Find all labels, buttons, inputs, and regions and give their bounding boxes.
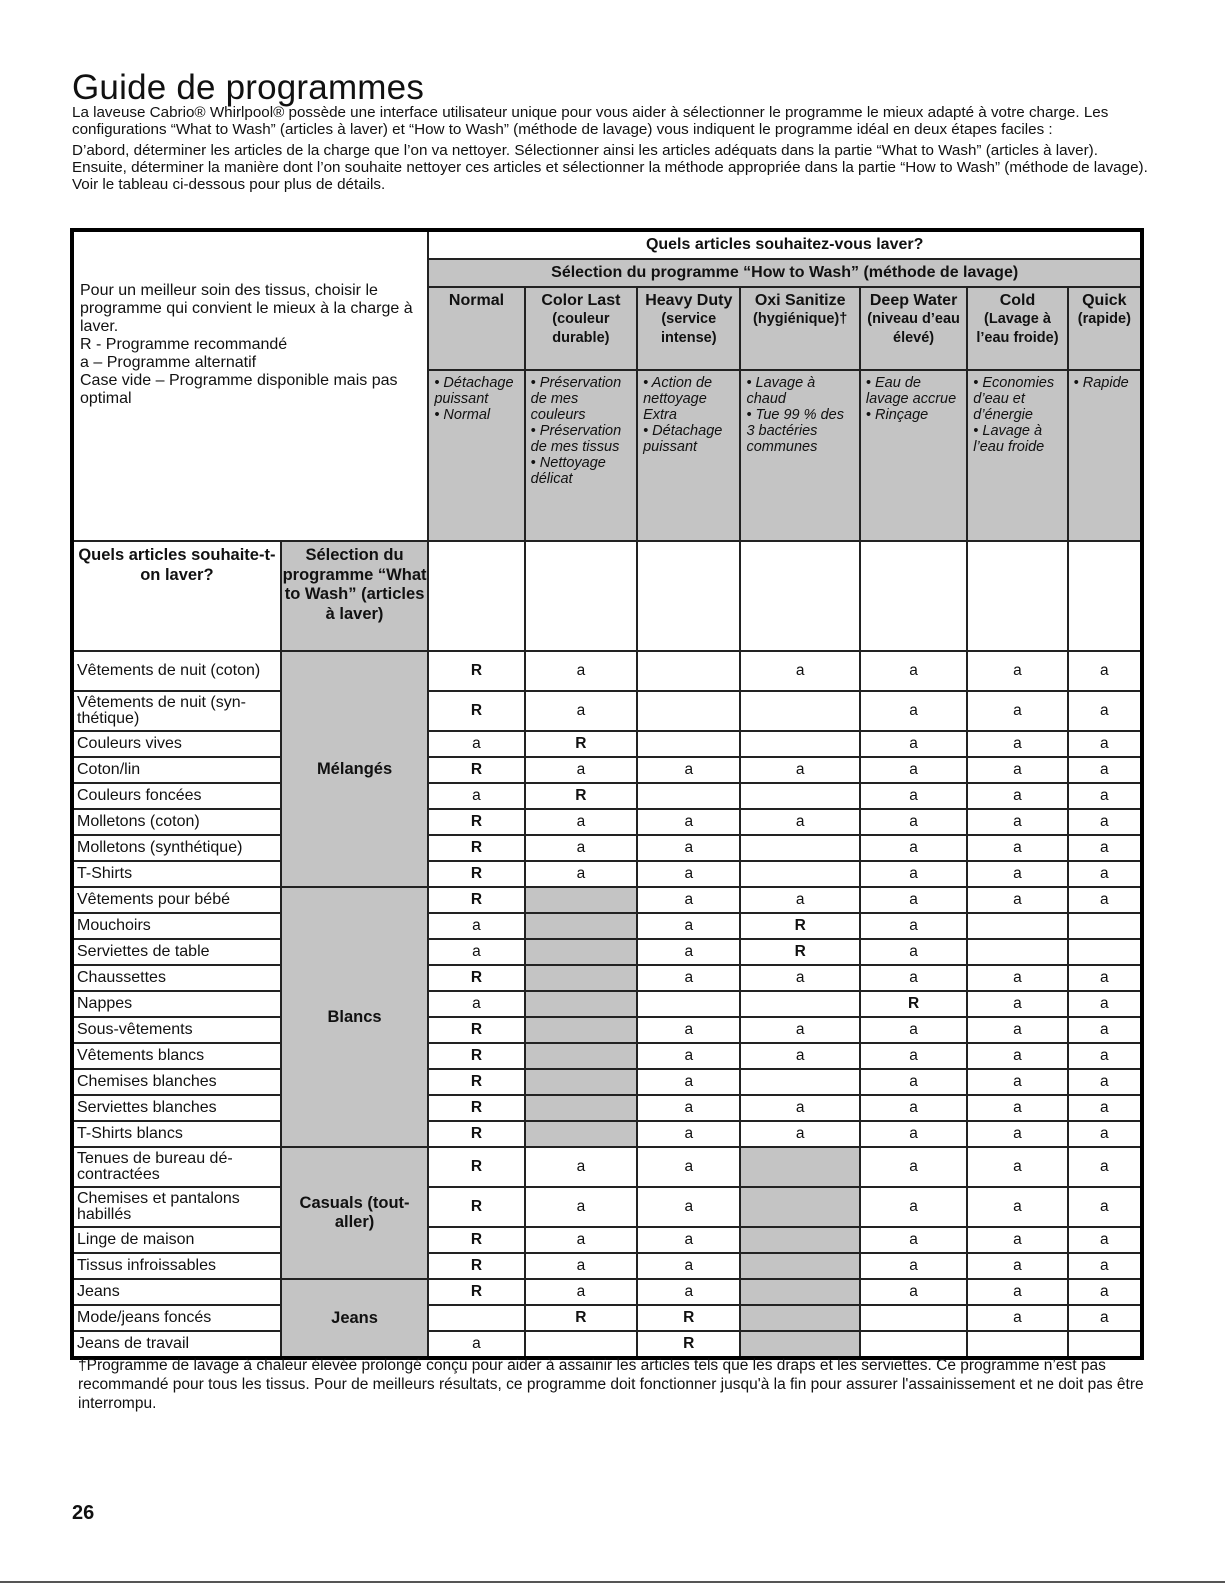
- program-value: a: [525, 1227, 637, 1253]
- program-value: a: [525, 861, 637, 887]
- program-value: R: [637, 1305, 740, 1331]
- program-value: [740, 1147, 859, 1187]
- item-name: T-Shirts blancs: [72, 1121, 281, 1147]
- program-value: a: [1068, 1305, 1142, 1331]
- item-name: Jeans de travail: [72, 1331, 281, 1358]
- table-row: [72, 1187, 1142, 1227]
- program-value: a: [637, 913, 740, 939]
- program-value: R: [860, 991, 967, 1017]
- program-value: a: [967, 1187, 1067, 1227]
- program-value: a: [967, 651, 1067, 691]
- program-description: (niveau d’eau élevé): [867, 311, 960, 346]
- program-value: a: [967, 991, 1067, 1017]
- program-value: a: [740, 965, 859, 991]
- how-to-wash-header: Sélection du programme “How to Wash” (méthode de lavage): [428, 259, 1142, 287]
- program-value: a: [525, 1147, 637, 1187]
- program-value: [637, 691, 740, 731]
- program-value: a: [637, 1279, 740, 1305]
- program-value: R: [428, 1147, 524, 1187]
- program-value: a: [740, 1017, 859, 1043]
- program-value: a: [860, 1121, 967, 1147]
- program-value: R: [428, 691, 524, 731]
- feature-line: • Lavage à l’eau froide: [973, 423, 1045, 455]
- program-value: a: [1068, 1227, 1142, 1253]
- item-name: Vêtements blancs: [72, 1043, 281, 1069]
- program-name: Deep Water: [869, 292, 958, 309]
- program-guide-table: [70, 228, 1144, 1360]
- program-value: R: [428, 887, 524, 913]
- table-row: [72, 1147, 1142, 1187]
- program-value: [740, 1187, 859, 1227]
- program-features: [967, 370, 1067, 541]
- item-name: Vêtements pour bébé: [72, 887, 281, 913]
- table-row: [72, 1279, 1142, 1305]
- program-value: a: [1068, 1069, 1142, 1095]
- program-value: [740, 1253, 859, 1279]
- footnote-text: †Programme de lavage à chaleur élevée prolongé conçu pour aider à assainir les articles tels que les draps et les serviettes. Ce programme n’est pas recommandé pour tous les tissus. Pour de meilleurs résultats, ce programme doit fonctionner jusqu'à la fin pour assurer l'assainissement et ne doit pas être interrompu.: [78, 1357, 1144, 1412]
- program-value: a: [740, 1095, 859, 1121]
- program-value: a: [860, 913, 967, 939]
- program-value: a: [860, 887, 967, 913]
- program-value: a: [860, 1069, 967, 1095]
- item-name: Couleurs foncées: [72, 783, 281, 809]
- items-column-header: Quels articles souhaite-t-on laver?: [72, 541, 281, 651]
- intro-paragraph: D’abord, déterminer les articles de la charge que l’on va nettoyer. Sélectionner ainsi les articles adéquats dans la partie “What to Wash” (articles à laver). Ensuite, déterminer la manière dont l’on souhaite nettoyer ces articles et sélectionner la méthode appropriée dans la partie “How to Wash” (méthode de lavage). Voir le tableau ci-dessous pour plus de détails.: [72, 142, 1148, 193]
- legend-alternative: a – Programme alternatif: [80, 354, 257, 371]
- program-value: [740, 691, 859, 731]
- table-row: [72, 1121, 1142, 1147]
- program-value: [967, 913, 1067, 939]
- table-row: [72, 965, 1142, 991]
- program-value: a: [1068, 835, 1142, 861]
- program-value: R: [428, 1069, 524, 1095]
- program-header: [860, 287, 967, 370]
- program-value: [525, 965, 637, 991]
- program-features: [637, 370, 740, 541]
- program-value: a: [967, 1095, 1067, 1121]
- group-name: Mélangés: [281, 651, 429, 887]
- program-value: a: [637, 1253, 740, 1279]
- program-value: a: [860, 1017, 967, 1043]
- program-value: a: [428, 939, 524, 965]
- program-value: R: [428, 1017, 524, 1043]
- program-value: a: [740, 651, 859, 691]
- program-value: a: [967, 1305, 1067, 1331]
- program-value: [860, 1331, 967, 1358]
- legend: [72, 230, 428, 541]
- program-value: a: [967, 1147, 1067, 1187]
- program-value: a: [860, 651, 967, 691]
- program-value: [525, 1069, 637, 1095]
- program-value: a: [1068, 965, 1142, 991]
- feature-line: • Rinçage: [865, 407, 929, 423]
- program-value: a: [1068, 1147, 1142, 1187]
- item-name: Tissus infroissables: [72, 1253, 281, 1279]
- table-row: [72, 913, 1142, 939]
- program-value: a: [1068, 1279, 1142, 1305]
- program-value: a: [1068, 1121, 1142, 1147]
- program-value: a: [525, 691, 637, 731]
- program-value: [525, 1331, 637, 1358]
- program-value: a: [860, 1043, 967, 1069]
- intro-text: [72, 104, 1152, 197]
- program-value: [525, 1017, 637, 1043]
- program-value: a: [1068, 887, 1142, 913]
- bottom-rule: [0, 1581, 1225, 1583]
- table-row: [72, 1069, 1142, 1095]
- item-name: Vêtements de nuit (syn-thétique): [72, 691, 281, 731]
- page-number: 26: [72, 1502, 95, 1524]
- program-value: [525, 913, 637, 939]
- program-value: [740, 1279, 859, 1305]
- program-value: a: [428, 731, 524, 757]
- feature-line: • Normal: [434, 407, 491, 423]
- program-value: a: [637, 1227, 740, 1253]
- program-value: R: [525, 731, 637, 757]
- footnote: [78, 1356, 1152, 1413]
- table-row: [72, 731, 1142, 757]
- program-value: R: [525, 783, 637, 809]
- program-value: [1068, 913, 1142, 939]
- program-value: R: [428, 835, 524, 861]
- program-value: a: [967, 1017, 1067, 1043]
- program-value: a: [740, 757, 859, 783]
- item-name: Molletons (synthétique): [72, 835, 281, 861]
- legend-recommended: R - Programme recommandé: [80, 336, 288, 353]
- program-value: a: [967, 809, 1067, 835]
- group-name: Jeans: [281, 1279, 429, 1358]
- table-row: [72, 835, 1142, 861]
- program-value: [740, 991, 859, 1017]
- program-value: a: [967, 731, 1067, 757]
- item-name: Chaussettes: [72, 965, 281, 991]
- feature-line: • Economies d’eau et d’énergie: [973, 375, 1055, 423]
- group-name: Blancs: [281, 887, 429, 1147]
- program-value: a: [1068, 691, 1142, 731]
- page-title: Guide de programmes: [72, 68, 425, 107]
- program-value: a: [637, 809, 740, 835]
- program-value: a: [860, 783, 967, 809]
- table-row: [72, 691, 1142, 731]
- item-name: Coton/lin: [72, 757, 281, 783]
- program-value: a: [637, 1095, 740, 1121]
- program-value: a: [740, 887, 859, 913]
- program-value: a: [1068, 1017, 1142, 1043]
- feature-line: • Lavage à chaud: [746, 375, 816, 407]
- program-value: a: [860, 1227, 967, 1253]
- table-row: [72, 757, 1142, 783]
- table-row: [72, 1305, 1142, 1331]
- program-value: a: [525, 757, 637, 783]
- program-value: a: [740, 1043, 859, 1069]
- table-row: [72, 651, 1142, 691]
- program-value: a: [860, 1279, 967, 1305]
- feature-line: • Eau de lavage accrue: [865, 375, 957, 407]
- table-row: [72, 1253, 1142, 1279]
- program-value: a: [1068, 1253, 1142, 1279]
- program-value: a: [525, 1253, 637, 1279]
- program-description: (Lavage à l’eau froide): [976, 311, 1059, 346]
- program-value: [740, 1227, 859, 1253]
- program-name: Quick: [1082, 292, 1127, 309]
- program-value: a: [967, 757, 1067, 783]
- program-value: R: [428, 757, 524, 783]
- program-value: [740, 731, 859, 757]
- feature-line: • Nettoyage délicat: [530, 455, 606, 487]
- program-header: [740, 287, 859, 370]
- program-value: [740, 1305, 859, 1331]
- program-value: a: [967, 1069, 1067, 1095]
- program-value: [637, 991, 740, 1017]
- program-value: a: [1068, 783, 1142, 809]
- program-description: (couleur durable): [552, 311, 610, 346]
- table-row: [72, 1095, 1142, 1121]
- item-name: Serviettes blanches: [72, 1095, 281, 1121]
- program-value: a: [860, 965, 967, 991]
- program-value: a: [967, 1279, 1067, 1305]
- program-header: [428, 287, 524, 370]
- program-value: a: [860, 1253, 967, 1279]
- table-row: [72, 1331, 1142, 1358]
- feature-line: • Rapide: [1073, 375, 1129, 391]
- program-value: a: [860, 835, 967, 861]
- program-description: (hygiénique)†: [753, 311, 848, 327]
- program-value: a: [637, 965, 740, 991]
- program-header: [967, 287, 1067, 370]
- program-name: Color Last: [541, 292, 621, 309]
- program-value: [967, 1331, 1067, 1358]
- program-value: R: [428, 965, 524, 991]
- program-features: [740, 370, 859, 541]
- table-row: [72, 809, 1142, 835]
- program-value: a: [1068, 731, 1142, 757]
- program-value: [525, 939, 637, 965]
- item-name: Sous-vêtements: [72, 1017, 281, 1043]
- program-value: [740, 1331, 859, 1358]
- program-value: [525, 887, 637, 913]
- legend-intro: Pour un meilleur soin des tissus, choisir le programme qui convient le mieux à la charge à laver.: [80, 282, 413, 335]
- program-value: [740, 783, 859, 809]
- program-value: a: [967, 887, 1067, 913]
- table-row: [72, 991, 1142, 1017]
- program-value: a: [637, 1069, 740, 1095]
- program-value: a: [428, 783, 524, 809]
- program-value: a: [1068, 809, 1142, 835]
- program-value: [525, 1121, 637, 1147]
- program-value: a: [967, 691, 1067, 731]
- program-value: a: [637, 939, 740, 965]
- program-value: R: [428, 1279, 524, 1305]
- program-value: [1068, 939, 1142, 965]
- program-value: a: [860, 1187, 967, 1227]
- program-value: a: [1068, 651, 1142, 691]
- program-value: [1068, 1331, 1142, 1358]
- program-value: a: [967, 861, 1067, 887]
- item-name: Serviettes de table: [72, 939, 281, 965]
- program-value: R: [428, 1187, 524, 1227]
- program-features: [428, 370, 524, 541]
- program-value: a: [860, 1095, 967, 1121]
- program-value: R: [428, 1253, 524, 1279]
- program-value: R: [428, 1227, 524, 1253]
- legend-empty: Case vide – Programme disponible mais pas optimal: [80, 372, 398, 407]
- feature-line: • Action de nettoyage Extra: [643, 375, 713, 423]
- table-row: [72, 939, 1142, 965]
- program-value: [740, 1069, 859, 1095]
- program-value: R: [740, 913, 859, 939]
- program-value: a: [1068, 1187, 1142, 1227]
- program-value: a: [860, 1147, 967, 1187]
- item-name: Couleurs vives: [72, 731, 281, 757]
- program-value: a: [637, 887, 740, 913]
- program-value: [428, 1305, 524, 1331]
- table-row: [72, 783, 1142, 809]
- program-value: a: [428, 1331, 524, 1358]
- program-value: a: [1068, 861, 1142, 887]
- program-value: a: [740, 1121, 859, 1147]
- feature-line: • Détachage puissant: [643, 423, 723, 455]
- program-description: (service intense): [660, 311, 717, 346]
- program-value: [525, 991, 637, 1017]
- program-value: a: [860, 731, 967, 757]
- item-name: Molletons (coton): [72, 809, 281, 835]
- program-value: a: [637, 835, 740, 861]
- program-value: a: [860, 939, 967, 965]
- item-name: Mouchoirs: [72, 913, 281, 939]
- program-value: a: [967, 783, 1067, 809]
- program-value: a: [967, 1253, 1067, 1279]
- program-value: R: [525, 1305, 637, 1331]
- item-name: Jeans: [72, 1279, 281, 1305]
- feature-line: • Tue 99 % des 3 bactéries communes: [746, 407, 844, 455]
- intro-paragraph: La laveuse Cabrio® Whirlpool® possède une interface utilisateur unique pour vous aider à sélectionner le programme le mieux adapté à votre charge. Les configurations “What to Wash” (articles à laver) et “How to Wash” (méthode de lavage) vous indiquent le programme idéal en deux étapes faciles :: [72, 104, 1109, 138]
- program-value: a: [860, 861, 967, 887]
- program-value: a: [1068, 1095, 1142, 1121]
- table-row: [72, 861, 1142, 887]
- program-header: [637, 287, 740, 370]
- table-row: [72, 1227, 1142, 1253]
- question-header: Quels articles souhaitez-vous laver?: [428, 230, 1142, 259]
- program-name: Heavy Duty: [645, 292, 733, 309]
- item-name: Linge de maison: [72, 1227, 281, 1253]
- program-header: [1068, 287, 1142, 370]
- program-features: [1068, 370, 1142, 541]
- program-value: a: [525, 809, 637, 835]
- program-value: a: [967, 1121, 1067, 1147]
- program-value: a: [967, 965, 1067, 991]
- item-name: Nappes: [72, 991, 281, 1017]
- program-value: a: [637, 1187, 740, 1227]
- program-value: [967, 939, 1067, 965]
- program-value: a: [1068, 757, 1142, 783]
- item-name: Chemises et pantalons habillés: [72, 1187, 281, 1227]
- program-features: [525, 370, 637, 541]
- program-value: a: [860, 691, 967, 731]
- program-value: a: [967, 1043, 1067, 1069]
- table-row: [72, 1017, 1142, 1043]
- program-value: a: [525, 1279, 637, 1305]
- program-value: R: [428, 651, 524, 691]
- program-value: R: [428, 1095, 524, 1121]
- program-value: R: [428, 809, 524, 835]
- table-row: [72, 887, 1142, 913]
- feature-line: • Préservation de mes couleurs: [530, 375, 622, 423]
- program-value: a: [525, 835, 637, 861]
- group-name: Casuals (tout-aller): [281, 1147, 429, 1279]
- program-value: a: [860, 809, 967, 835]
- item-name: Tenues de bureau dé-contractées: [72, 1147, 281, 1187]
- program-value: [637, 731, 740, 757]
- item-name: Chemises blanches: [72, 1069, 281, 1095]
- program-value: R: [740, 939, 859, 965]
- what-to-wash-header: Sélection du programme “What to Wash” (articles à laver): [281, 541, 429, 651]
- program-value: R: [428, 861, 524, 887]
- program-value: [525, 1043, 637, 1069]
- program-value: R: [428, 1043, 524, 1069]
- item-name: Mode/jeans foncés: [72, 1305, 281, 1331]
- program-value: a: [637, 1147, 740, 1187]
- program-value: a: [1068, 991, 1142, 1017]
- program-value: a: [637, 1121, 740, 1147]
- program-value: a: [637, 757, 740, 783]
- program-header: [525, 287, 637, 370]
- table-row: [72, 1043, 1142, 1069]
- program-value: a: [428, 991, 524, 1017]
- program-value: [860, 1305, 967, 1331]
- program-value: a: [967, 1227, 1067, 1253]
- feature-line: • Détachage puissant: [434, 375, 514, 407]
- program-value: [740, 835, 859, 861]
- program-name: Cold: [999, 292, 1036, 309]
- feature-line: • Préservation de mes tissus: [530, 423, 622, 455]
- program-features: [860, 370, 967, 541]
- item-name: Vêtements de nuit (coton): [72, 651, 281, 691]
- program-value: a: [428, 913, 524, 939]
- program-value: R: [428, 1121, 524, 1147]
- program-value: a: [637, 861, 740, 887]
- program-value: [637, 783, 740, 809]
- program-value: a: [637, 1017, 740, 1043]
- program-value: [525, 1095, 637, 1121]
- program-value: a: [860, 757, 967, 783]
- program-value: a: [967, 835, 1067, 861]
- program-value: [637, 651, 740, 691]
- program-value: a: [637, 1043, 740, 1069]
- program-value: R: [637, 1331, 740, 1358]
- program-value: a: [525, 651, 637, 691]
- program-value: a: [740, 809, 859, 835]
- program-description: (rapide): [1077, 311, 1131, 327]
- program-name: Oxi Sanitize: [754, 292, 846, 309]
- program-value: [740, 861, 859, 887]
- program-value: a: [1068, 1043, 1142, 1069]
- program-value: a: [525, 1187, 637, 1227]
- program-name: Normal: [448, 292, 505, 309]
- item-name: T-Shirts: [72, 861, 281, 887]
